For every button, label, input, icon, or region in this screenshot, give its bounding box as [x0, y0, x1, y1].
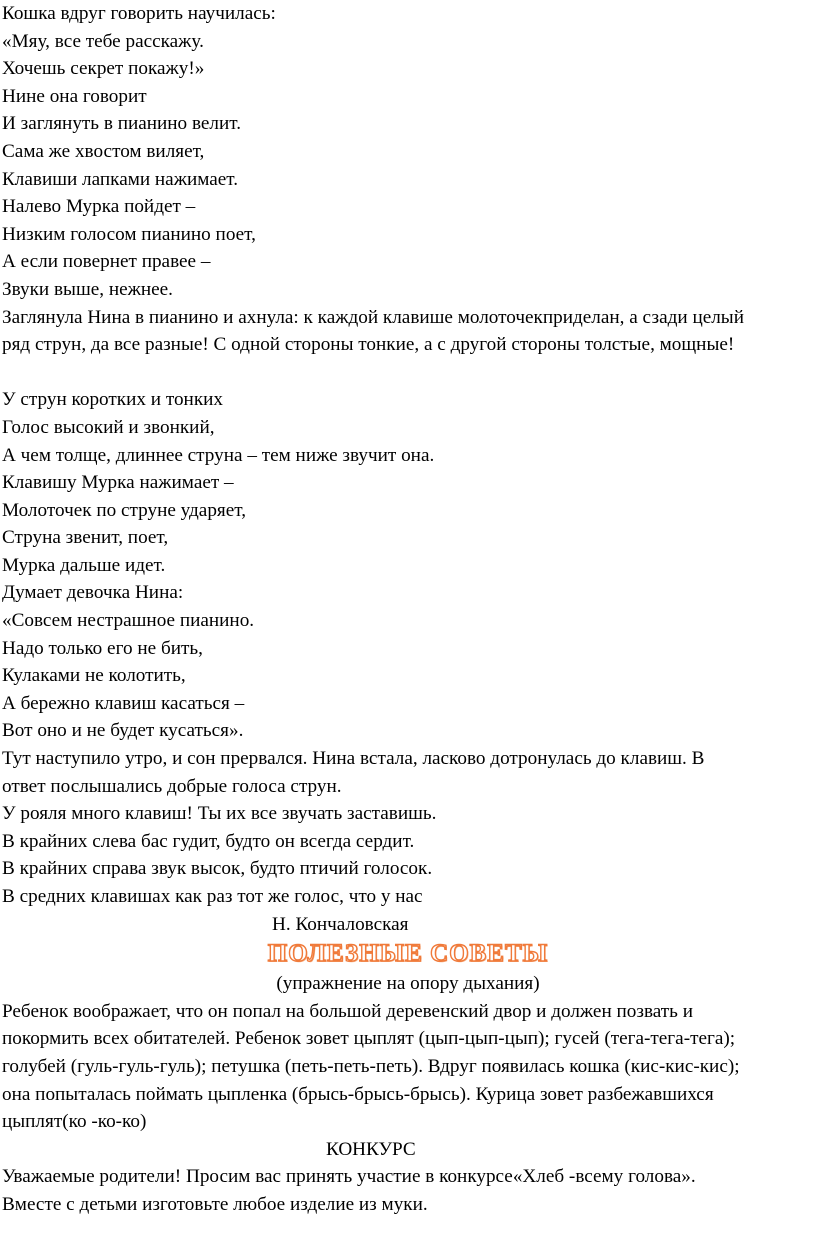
contest-line: Уважаемые родители! Просим вас принять участие в конкурсе«Хлеб -всему голова».	[2, 1166, 696, 1188]
poem-line: Кошка вдруг говорить научилась:	[2, 3, 276, 24]
poem-line: Клавишу Мурка нажимает –	[2, 472, 234, 494]
poem-line: Думает девочка Нина:	[2, 582, 184, 604]
tips-line: цыплят(ко -ко-ко)	[2, 1111, 147, 1133]
prose-line: Тут наступило утро, и сон прервался. Нина встала, ласково дотронулась до клавиш. В	[2, 748, 705, 770]
tips-line: Ребенок воображает, что он попал на большой деревенский двор и должен позвать и	[2, 1000, 693, 1022]
tips-line: она попыталась поймать цыпленка (брысь-брысь-брысь). Курица зовет разбежавшихся	[2, 1083, 714, 1105]
poem-line: Молоточек по струне ударяет,	[2, 499, 247, 521]
contest-line: Вместе с детьми изготовьте любое изделие из муки.	[2, 1193, 428, 1215]
poem-line: В средних клавишах как раз тот же голос, что у нас	[2, 886, 423, 907]
poem-line: Вот оно и не будет кусаться».	[2, 720, 244, 742]
poem-line: А бережно клавиш касаться –	[2, 692, 245, 714]
tips-line: покормить всех обитателей. Ребенок зовет цыплят (цып-цып-цып); гусей (тега-тега-тега);	[2, 1028, 736, 1050]
poem-line: В крайних справа звук высок, будто птичий голосок.	[2, 858, 433, 880]
tips-section	[2, 938, 814, 1136]
poem-line: Налево Мурка пойдет –	[2, 196, 196, 218]
poem-line: Нине она говорит	[2, 85, 147, 107]
poem-line: Клавиши лапками нажимает.	[2, 168, 239, 190]
poem-line: У рояля много клавиш! Ты их все звучать заставишь.	[2, 803, 437, 825]
poem-line: «Совсем нестрашное пианино.	[2, 610, 255, 632]
poem-line: Звуки выше, нежнее.	[2, 278, 173, 300]
poem-line: А если повернет правее –	[2, 251, 211, 273]
prose-line: Заглянула Нина в пианино и ахнула: к каждой клавише молоточекприделан, а сзади целый	[2, 306, 744, 328]
poem-line: Хочешь секрет покажу!»	[2, 58, 205, 80]
prose-paragraph-1	[2, 304, 814, 359]
poem-line: И заглянуть в пианино велит.	[2, 113, 241, 135]
tips-heading: ПОЛЕЗНЫЕ СОВЕТЫ	[267, 940, 549, 968]
prose-line: ответ послышались добрые голоса струн.	[2, 775, 342, 797]
poem-author: Н. Кончаловская	[272, 913, 409, 935]
poem-line: А чем толще, длиннее струна – тем ниже звучит она.	[2, 444, 435, 466]
poem-line: В крайних слева бас гудит, будто он всегда сердит.	[2, 830, 415, 852]
contest-title: КОНКУРС	[326, 1138, 416, 1160]
poem-line: Кулаками не колотить,	[2, 665, 186, 687]
tips-subtitle: (упражнение на опору дыхания)	[276, 973, 540, 995]
tips-line: голубей (гуль-гуль-гуль); петушка (петь-петь-петь). Вдруг появилась кошка (кис-кис-кис);	[2, 1055, 740, 1077]
prose-paragraph-2	[2, 745, 814, 800]
poem-part-1	[2, 0, 814, 304]
poem-line: Струна звенит, поет,	[2, 527, 169, 549]
document-page	[2, 0, 814, 1219]
blank-line	[2, 359, 814, 387]
contest-section	[2, 1136, 814, 1219]
poem-line: Голос высокий и звонкий,	[2, 416, 215, 438]
poem-line: «Мяу, все тебе расскажу.	[2, 30, 204, 52]
poem-part-3	[2, 800, 814, 910]
prose-line: ряд струн, да все разные! С одной стороны тонкие, а с другой стороны толстые, мощные!	[2, 334, 735, 356]
poem-line: У струн коротких и тонких	[2, 389, 224, 411]
poem-line: Мурка дальше идет.	[2, 554, 166, 576]
poem-part-2	[2, 386, 814, 745]
poem-line: Надо только его не бить,	[2, 637, 203, 659]
poem-line: Низким голосом пианино поет,	[2, 223, 256, 245]
poem-line: Сама же хвостом виляет,	[2, 140, 205, 162]
